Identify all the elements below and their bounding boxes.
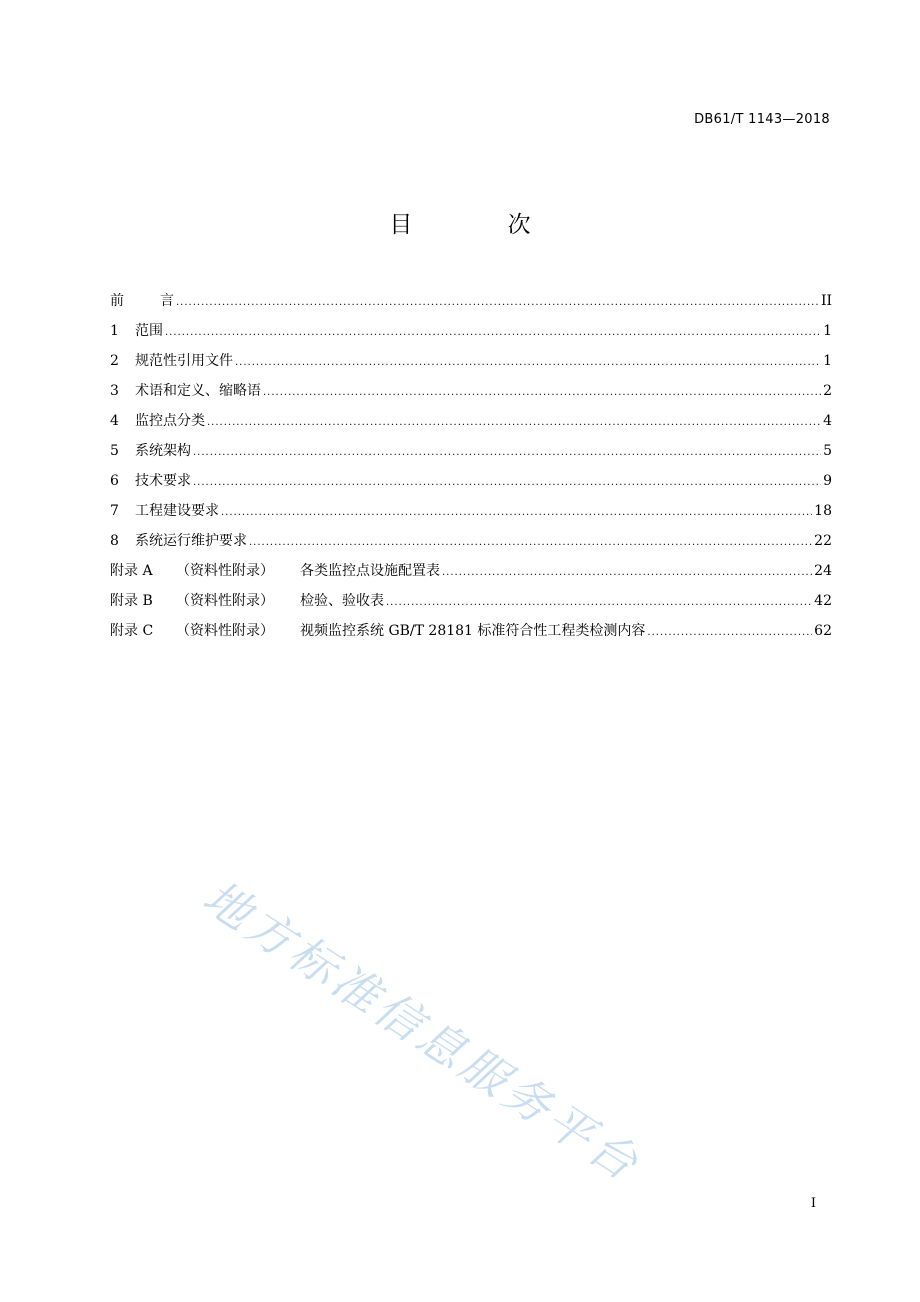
page-number: I [810,1196,816,1211]
toc-entry-number: 7 [110,503,119,519]
toc-entry-page: II [820,293,832,309]
toc-entry-tag: （资料性附录） [176,563,274,579]
toc-entry-number: 前 [110,293,124,309]
toc-leader-dots [263,382,821,404]
toc-entry-page: 9 [823,473,832,489]
toc-entry-number: 5 [110,443,119,459]
toc-entry-title: 工程建设要求 [135,503,219,519]
table-of-contents [110,290,832,650]
toc-entry-number: 2 [110,353,119,369]
toc-entry[interactable] [110,560,832,590]
toc-entry-title: 规范性引用文件 [135,353,233,369]
toc-entry-title: 系统运行维护要求 [135,533,247,549]
toc-entry-title: 范围 [135,323,163,339]
toc-entry-number: 6 [110,473,119,489]
toc-entry-tag: （资料性附录） [176,593,274,609]
toc-leader-dots [207,412,821,434]
toc-entry-page: 1 [823,323,832,339]
toc-leader-dots [386,592,812,614]
toc-entry[interactable] [110,470,832,500]
toc-entry[interactable] [110,590,832,620]
toc-leader-dots [165,322,821,344]
watermark: 地方标准信息服务平台 [193,869,651,1193]
toc-entry-page: 22 [814,533,832,549]
document-code: DB61/T 1143—2018 [694,112,830,127]
toc-entry-page: 62 [814,623,832,639]
toc-entry[interactable] [110,500,832,530]
toc-entry[interactable] [110,440,832,470]
toc-entry[interactable] [110,290,832,320]
toc-entry-title: 术语和定义、缩略语 [135,383,261,399]
toc-entry-page: 5 [823,443,832,459]
toc-leader-dots [647,622,812,644]
toc-entry-title: 各类监控点设施配置表 [300,563,440,579]
toc-entry-page: 42 [814,593,832,609]
toc-entry-number: 1 [110,323,119,339]
toc-entry-page: 24 [814,563,832,579]
toc-title: 目 次 [389,212,575,238]
toc-entry-number: 附录 B [110,593,153,609]
toc-leader-dots [193,472,821,494]
toc-entry-title: 技术要求 [135,473,191,489]
toc-leader-dots [193,442,821,464]
toc-entry-page: 1 [823,353,832,369]
toc-entry[interactable] [110,320,832,350]
toc-entry[interactable] [110,620,832,650]
toc-entry-title: 检验、验收表 [300,593,384,609]
toc-entry-number: 4 [110,413,119,429]
toc-entry-number: 3 [110,383,119,399]
toc-entry-number: 附录 A [110,563,153,579]
toc-entry-page: 2 [823,383,832,399]
toc-entry-title: 言 [160,293,174,309]
toc-entry-number: 8 [110,533,119,549]
toc-leader-dots [442,562,812,584]
toc-entry-title: 监控点分类 [135,413,205,429]
toc-entry[interactable] [110,380,832,410]
toc-leader-dots [235,352,821,374]
toc-entry[interactable] [110,530,832,560]
toc-leader-dots [249,532,812,554]
toc-leader-dots [221,502,812,524]
toc-leader-dots [176,292,819,314]
toc-entry-page: 4 [823,413,832,429]
toc-entry[interactable] [110,410,832,440]
toc-entry-title: 系统架构 [135,443,191,459]
toc-entry-page: 18 [814,503,832,519]
toc-entry[interactable] [110,350,832,380]
toc-entry-tag: （资料性附录） [176,623,274,639]
toc-entry-title: 视频监控系统 GB/T 28181 标准符合性工程类检测内容 [300,623,646,639]
toc-entry-number: 附录 C [110,623,154,639]
